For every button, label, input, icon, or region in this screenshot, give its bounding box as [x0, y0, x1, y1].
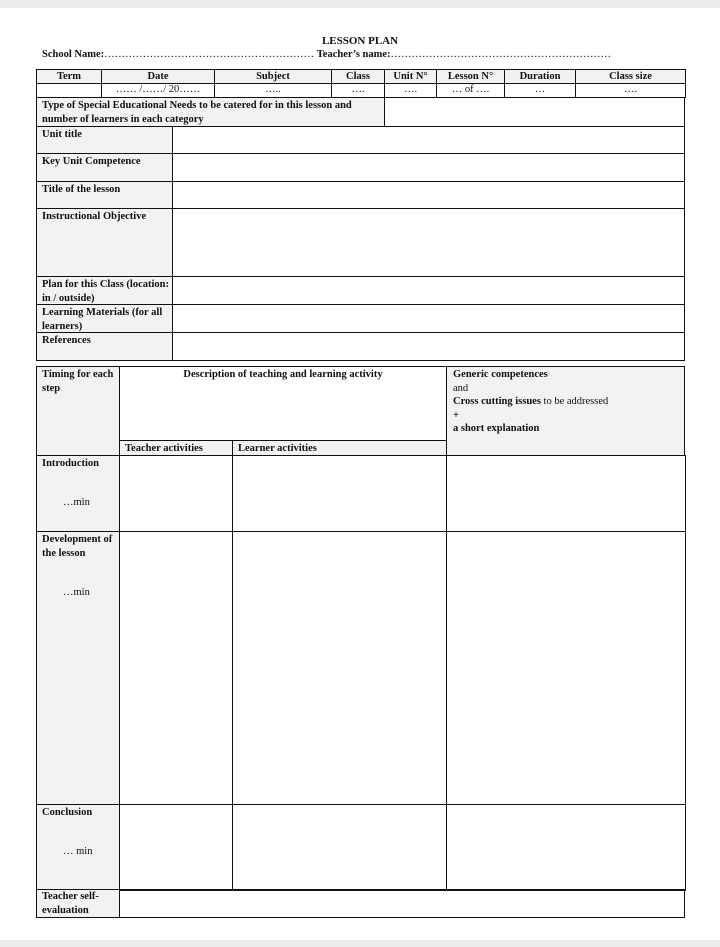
timing-header: Timing for each step	[36, 366, 120, 456]
step-label	[36, 455, 120, 532]
learner-activity-field[interactable]	[232, 455, 447, 532]
competences-field[interactable]	[446, 804, 686, 891]
learner-activity-field[interactable]	[232, 804, 447, 891]
self-evaluation-label: Teacher self-evaluation	[36, 889, 120, 918]
row-label: Plan for this Class (location: in / outside)	[36, 276, 173, 305]
cross-cutting-label: Cross cutting issues	[453, 396, 541, 407]
description-header-text: Description of teaching and learning activity	[183, 369, 383, 380]
step-duration[interactable]: …min	[63, 587, 90, 598]
competences-field[interactable]	[446, 455, 686, 532]
info-value-field[interactable]: …..	[214, 83, 332, 98]
document-page	[0, 8, 720, 940]
generic-line-5: a short explanation	[453, 423, 540, 434]
info-value-field[interactable]: … of ….	[436, 83, 505, 98]
row-label: Title of the lesson	[36, 181, 173, 209]
self-evaluation-field[interactable]	[119, 889, 685, 918]
teacher-activity-field[interactable]	[119, 531, 233, 805]
info-header-cell: Subject	[214, 69, 332, 84]
competences-field[interactable]	[446, 531, 686, 805]
row-label: Learning Materials (for all learners)	[36, 304, 173, 333]
generic-line-1: Generic competences	[453, 369, 548, 380]
row-field[interactable]	[172, 126, 685, 154]
info-value-field[interactable]: ….	[575, 83, 686, 98]
info-header-cell: Unit N°	[384, 69, 437, 84]
description-header	[119, 366, 447, 441]
step-name: Introduction	[42, 458, 99, 469]
row-field[interactable]	[172, 332, 685, 361]
generic-competences-header	[446, 366, 685, 456]
teacher-name-field[interactable]: ………………………………………………………	[390, 49, 612, 60]
step-duration[interactable]: … min	[63, 846, 93, 857]
learner-activity-field[interactable]	[232, 531, 447, 805]
row-field[interactable]	[172, 276, 685, 305]
info-header-cell: Class	[331, 69, 385, 84]
generic-line-2: and	[453, 382, 469, 394]
info-value-field[interactable]	[36, 83, 102, 98]
teacher-name-label: Teacher’s name:	[316, 49, 391, 60]
row-label: Instructional Objective	[36, 208, 173, 277]
row-field[interactable]	[172, 181, 685, 209]
row-label: References	[36, 332, 173, 361]
header-line	[42, 49, 692, 60]
teacher-activities-header: Teacher activities	[119, 440, 233, 456]
school-name-label: School Name:	[42, 49, 105, 60]
info-value-field[interactable]: ….	[384, 83, 437, 98]
sen-label: Type of Special Educational Needs to be catered for in this lesson and number of learners in each category	[36, 97, 385, 127]
school-name-field[interactable]: ……………………………………………………	[104, 49, 315, 60]
info-value-field[interactable]: …… /……/ 20……	[101, 83, 215, 98]
page-title: LESSON PLAN	[321, 35, 399, 47]
teacher-activity-field[interactable]	[119, 455, 233, 532]
step-label	[36, 531, 120, 805]
info-header-cell: Lesson N°	[436, 69, 505, 84]
row-field[interactable]	[172, 208, 685, 277]
step-name: Development of the lesson	[42, 534, 113, 559]
row-label: Key Unit Competence	[36, 153, 173, 182]
row-label: Unit title	[36, 126, 173, 154]
step-name: Conclusion	[42, 807, 93, 818]
row-field[interactable]	[172, 304, 685, 333]
row-field[interactable]	[172, 153, 685, 182]
learner-activities-header: Learner activities	[232, 440, 447, 456]
step-duration[interactable]: …min	[63, 497, 90, 508]
teacher-activity-field[interactable]	[119, 804, 233, 891]
generic-line-4: +	[453, 409, 459, 421]
info-header-cell: Date	[101, 69, 215, 84]
info-value-field[interactable]: …	[504, 83, 576, 98]
info-header-cell: Duration	[504, 69, 576, 84]
sen-field[interactable]	[384, 97, 685, 127]
cross-cutting-rest: to be addressed	[540, 396, 609, 407]
step-label	[36, 804, 120, 891]
info-value-field[interactable]: ….	[331, 83, 385, 98]
info-header-cell: Term	[36, 69, 102, 84]
info-header-cell: Class size	[575, 69, 686, 84]
generic-line-3	[453, 395, 684, 409]
